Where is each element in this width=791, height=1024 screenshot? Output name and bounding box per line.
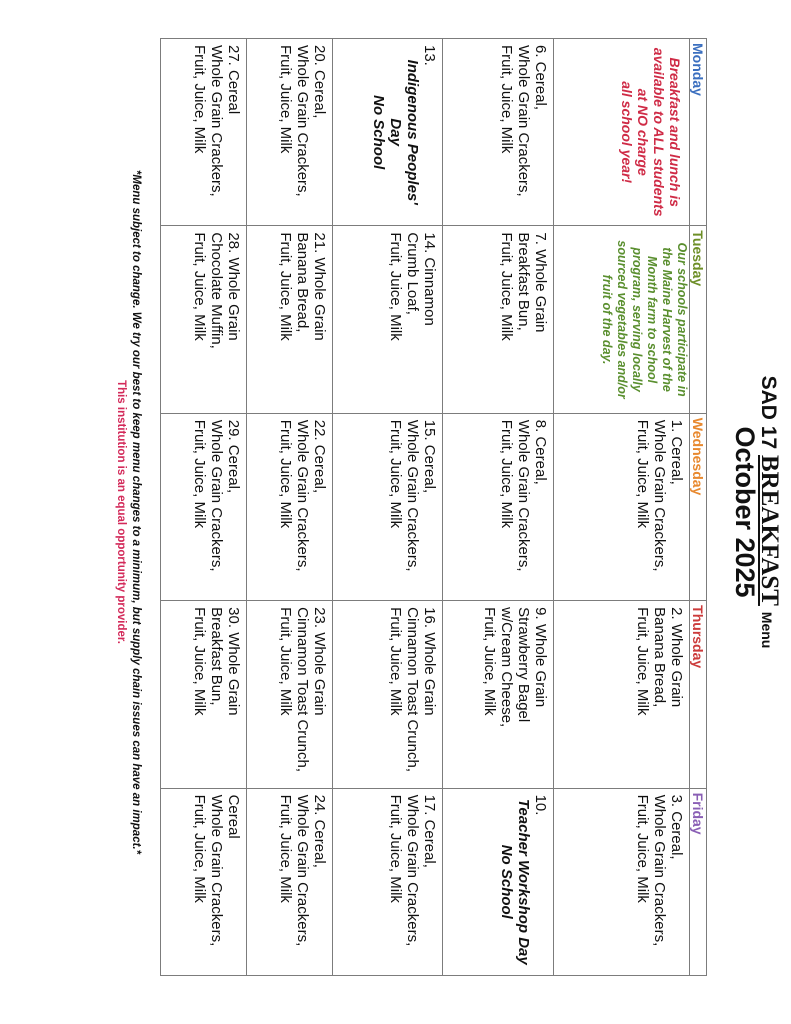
menu-item-line: Whole Grain Crackers, xyxy=(294,45,312,197)
menu-item-line: 15. Cereal, xyxy=(421,419,439,494)
menu-calendar xyxy=(160,38,707,976)
menu-item-line: Fruit, Juice, Milk xyxy=(277,232,295,341)
day-cell-wednesday xyxy=(247,413,333,600)
menu-item-line: 16. Whole Grain xyxy=(421,607,439,716)
menu-item-line: Whole Grain Crackers, xyxy=(208,45,226,197)
menu-item-line: Crumb Loaf, xyxy=(404,232,422,315)
menu-item-line: 7. Whole Grain xyxy=(531,232,549,333)
day-header-tuesday: Tuesday xyxy=(690,226,707,413)
menu-item-line: 21. Whole Grain xyxy=(311,232,329,341)
menu-item-line: Whole Grain Crackers, xyxy=(208,419,226,572)
day-cell-wednesday xyxy=(161,413,247,600)
week-row xyxy=(553,39,689,976)
day-cell-tuesday xyxy=(553,226,689,413)
day-cell-monday xyxy=(553,39,689,226)
menu-item-line: Cereal xyxy=(225,794,243,839)
menu-item-line: Fruit, Juice, Milk xyxy=(191,419,209,529)
menu-item-line: 17. Cereal, xyxy=(421,794,439,868)
day-cell-monday xyxy=(333,39,443,226)
month-title: October 2025 xyxy=(730,426,760,598)
menu-item-line: 23. Whole Grain xyxy=(311,607,329,716)
menu-item-line: Fruit, Juice, Milk xyxy=(634,794,651,903)
menu-item-line: Fruit, Juice, Milk xyxy=(191,607,209,716)
week-row xyxy=(247,39,333,976)
free-meals-note-line: at NO charge xyxy=(635,88,651,176)
free-meals-note xyxy=(619,45,683,219)
menu-item-line: 14. Cinnamon xyxy=(421,232,439,326)
menu-item-line: 8. Cereal, xyxy=(531,419,549,485)
harvest-note-line: program, serving locally xyxy=(630,247,644,392)
menu-item-line: Whole Grain Crackers, xyxy=(294,794,312,947)
day-header-monday: Monday xyxy=(690,39,707,226)
menu-item-line: 3. Cereal, xyxy=(668,794,685,860)
menu-item-line: Fruit, Juice, Milk xyxy=(191,794,209,903)
menu-item-line: Banana Bread, xyxy=(651,607,668,708)
day-cell-friday xyxy=(333,788,443,975)
menu-item-line: Fruit, Juice, Milk xyxy=(497,419,515,529)
no-school-note: No School xyxy=(497,844,515,919)
menu-item-line: Chocolate Muffin, xyxy=(208,232,226,349)
week-row xyxy=(443,39,553,976)
menu-item-line: Fruit, Juice, Milk xyxy=(634,419,651,529)
day-cell-wednesday xyxy=(443,413,553,600)
menu-item-line: Whole Grain Crackers, xyxy=(651,419,668,572)
menu-item-line: 2. Whole Grain xyxy=(668,607,685,708)
harvest-note-line: the Maine Harvest of the xyxy=(660,247,674,392)
menu-item-line: Cinnamon Toast Crunch, xyxy=(404,607,422,772)
day-cell-friday xyxy=(443,788,553,975)
day-header-friday: Friday xyxy=(690,788,707,975)
day-cell-friday xyxy=(161,788,247,975)
harvest-note-line: sourced vegetables and/or xyxy=(615,240,629,399)
day-cell-thursday xyxy=(333,601,443,788)
harvest-note-line: Our schools participate in xyxy=(675,242,689,397)
day-cell-friday xyxy=(247,788,333,975)
day-header-wednesday: Wednesday xyxy=(690,413,707,600)
menu-item-line: Fruit, Juice, Milk xyxy=(277,607,295,716)
menu-item-line: 30. Whole Grain xyxy=(225,607,243,716)
harvest-note-line: fruit of the day. xyxy=(600,274,614,365)
menu-item-line: w/Cream Cheese, xyxy=(497,607,515,728)
menu-item-line: 29. Cereal, xyxy=(225,419,243,494)
no-school-note: Teacher Workshop Day xyxy=(514,798,532,965)
menu-item-line: Whole Grain Crackers, xyxy=(651,794,668,947)
menu-disclaimer: *Menu subject to change. We try our best to keep menu changes to a minimum, but supply chain issues can have an impact.* xyxy=(130,169,142,855)
day-cell-thursday xyxy=(161,601,247,788)
menu-item-line: Fruit, Juice, Milk xyxy=(480,607,498,716)
day-cell-wednesday xyxy=(553,413,689,600)
menu-item-line: Fruit, Juice, Milk xyxy=(497,232,515,341)
calendar-body xyxy=(161,39,690,976)
menu-item-line: Fruit, Juice, Milk xyxy=(191,45,209,154)
day-cell-thursday xyxy=(247,601,333,788)
menu-item-line: Fruit, Juice, Milk xyxy=(634,607,651,716)
day-cell-tuesday xyxy=(333,226,443,413)
free-meals-note-line: all school year! xyxy=(619,81,635,184)
menu-item-line: Fruit, Juice, Milk xyxy=(497,45,515,154)
menu-item-line: Fruit, Juice, Milk xyxy=(387,419,405,529)
menu-item-line: Fruit, Juice, Milk xyxy=(277,419,295,529)
menu-item-line: 27. Cereal xyxy=(225,45,243,115)
no-school-note: No School xyxy=(370,95,388,170)
menu-item-line: Whole Grain Crackers, xyxy=(404,419,422,572)
menu-item-line: Fruit, Juice, Milk xyxy=(387,794,405,903)
district-name: SAD 17 xyxy=(757,375,780,450)
harvest-note-line: Month farm to school xyxy=(645,256,659,384)
menu-word: Menu xyxy=(759,611,775,649)
day-cell-tuesday xyxy=(443,226,553,413)
menu-item-line: 22. Cereal, xyxy=(311,419,329,494)
menu-item-line: 24. Cereal, xyxy=(311,794,329,868)
menu-item-line: 28. Whole Grain xyxy=(225,232,243,341)
menu-item-line: Fruit, Juice, Milk xyxy=(387,607,405,716)
menu-item-line: 13. xyxy=(421,45,439,66)
menu-item-line: 6. Cereal, xyxy=(531,45,549,111)
week-row xyxy=(161,39,247,976)
day-cell-thursday xyxy=(443,601,553,788)
day-cell-monday xyxy=(443,39,553,226)
day-cell-tuesday xyxy=(247,226,333,413)
menu-item-line: Fruit, Juice, Milk xyxy=(387,232,405,341)
day-cell-monday xyxy=(161,39,247,226)
menu-item-line: Fruit, Juice, Milk xyxy=(277,794,295,903)
day-cell-thursday xyxy=(553,601,689,788)
menu-item-line: Whole Grain Crackers, xyxy=(514,45,532,197)
menu-item-line: Whole Grain Crackers, xyxy=(514,419,532,572)
menu-item-line: Fruit, Juice, Milk xyxy=(191,232,209,341)
day-cell-tuesday xyxy=(161,226,247,413)
menu-item-line: Fruit, Juice, Milk xyxy=(277,45,295,154)
menu-item-line: Breakfast Bun, xyxy=(208,607,226,706)
no-school-note: Indigenous Peoples' Day xyxy=(387,59,422,205)
day-cell-wednesday xyxy=(333,413,443,600)
day-cell-friday xyxy=(553,788,689,975)
menu-item-line: Breakfast Bun, xyxy=(514,232,532,331)
equal-opportunity-statement: This institution is an equal opportunity provider. xyxy=(115,380,127,644)
day-cell-monday xyxy=(247,39,333,226)
menu-type: BREAKFAST xyxy=(756,455,783,606)
free-meals-note-line: available to ALL students xyxy=(651,47,667,217)
menu-item-line: Whole Grain Crackers, xyxy=(208,794,226,947)
menu-item-line: 1. Cereal, xyxy=(668,419,685,485)
harvest-of-month-note xyxy=(599,232,689,406)
menu-item-line: Strawberry Bagel xyxy=(514,607,532,723)
day-header-row xyxy=(690,39,707,976)
menu-item-line: Cinnamon Toast Crunch, xyxy=(294,607,312,772)
menu-item-line: Whole Grain Crackers, xyxy=(404,794,422,947)
menu-item-line: 10. xyxy=(531,794,549,816)
menu-item-line: Banana Bread, xyxy=(294,232,312,333)
free-meals-note-line: Breakfast and lunch is xyxy=(667,57,683,207)
menu-item-line: 9. Whole Grain xyxy=(531,607,549,708)
menu-item-line: 20. Cereal, xyxy=(311,45,329,119)
day-header-thursday: Thursday xyxy=(690,601,707,788)
week-row xyxy=(333,39,443,976)
menu-item-line: Whole Grain Crackers, xyxy=(294,419,312,572)
